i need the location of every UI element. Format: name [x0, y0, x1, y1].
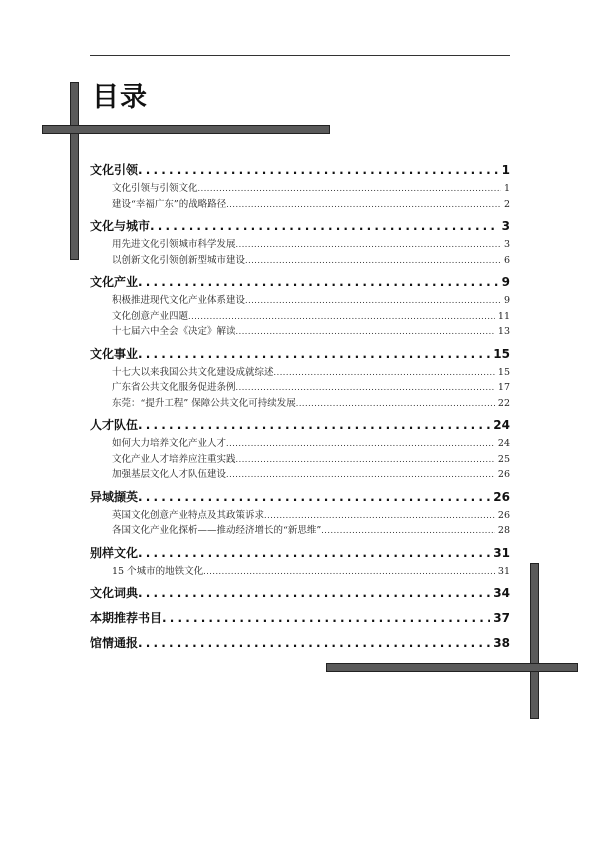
toc-chapter-entry[interactable]	[90, 272, 510, 293]
toc-article-label: 加强基层文化人才队伍建设	[112, 469, 227, 480]
toc-chapter-page: 34	[493, 586, 510, 600]
toc-article-page: 25	[497, 453, 510, 465]
dot-leader	[138, 272, 499, 293]
toc-article-label: 用先进文化引领城市科学发展	[112, 239, 236, 250]
toc-article-entry[interactable]	[90, 309, 510, 325]
toc-article-page: 31	[497, 565, 510, 577]
toc-chapter-page: 31	[493, 545, 510, 560]
toc-chapter-entry[interactable]	[90, 216, 510, 237]
toc-chapter-label: 别样文化	[90, 545, 139, 560]
dot-leader	[138, 633, 490, 654]
toc-chapter-page: 26	[493, 489, 510, 504]
toc-article-label: 以创新文化引领创新型城市建设	[112, 254, 246, 266]
toc-chapter-page: 37	[493, 611, 510, 625]
dot-leader	[321, 523, 495, 539]
table-of-contents	[90, 160, 510, 658]
toc-article-label: 英国文化创意产业特点及其政策诉求	[112, 509, 265, 521]
dot-leader	[264, 508, 495, 524]
dot-leader	[198, 181, 501, 197]
toc-article-label: 十七大以来我国公共文化建设成就综述	[112, 366, 274, 378]
toc-chapter-label: 文化引领	[90, 163, 139, 177]
dot-leader	[138, 583, 490, 604]
dot-leader	[138, 487, 490, 508]
toc-chapter-label: 文化词典	[90, 586, 139, 600]
toc-article-entry[interactable]	[90, 396, 510, 412]
toc-article-page: 26	[497, 509, 510, 521]
dot-leader	[236, 452, 495, 468]
toc-article-entry[interactable]	[90, 523, 510, 539]
toc-article-label: 文化产业人才培养应注重实践	[112, 453, 236, 465]
toc-article-page: 6	[503, 254, 510, 266]
toc-chapter-page: 9	[501, 275, 510, 289]
toc-article-label: 各国文化产业化探析——推动经济增长的“新思维”	[112, 525, 322, 536]
toc-article-entry[interactable]	[90, 467, 510, 483]
toc-article-entry[interactable]	[90, 365, 510, 381]
toc-article-page: 17	[497, 382, 510, 393]
toc-article-label: 东莞：“提升工程” 保障公共文化可持续发展	[112, 397, 296, 409]
dot-leader	[203, 564, 495, 580]
dot-leader	[138, 543, 490, 564]
toc-article-page: 28	[497, 525, 510, 536]
dot-leader	[226, 467, 495, 483]
toc-article-label: 广东省公共文化服务促进条例	[112, 382, 236, 393]
toc-article-entry[interactable]	[90, 293, 510, 309]
dot-leader	[274, 365, 495, 381]
dot-leader	[226, 197, 501, 213]
toc-article-entry[interactable]	[90, 508, 510, 524]
toc-chapter-entry[interactable]	[90, 608, 510, 629]
toc-article-entry[interactable]	[90, 253, 510, 269]
toc-section	[90, 608, 510, 629]
toc-chapter-entry[interactable]	[90, 633, 510, 654]
toc-section	[90, 272, 510, 340]
toc-chapter-page: 15	[493, 346, 510, 361]
toc-section	[90, 216, 510, 268]
toc-article-page: 24	[497, 438, 510, 449]
dot-leader	[236, 324, 495, 340]
toc-article-label: 15 个城市的地铁文化	[112, 565, 204, 577]
toc-chapter-entry[interactable]	[90, 487, 510, 508]
toc-chapter-entry[interactable]	[90, 415, 510, 436]
toc-chapter-label: 文化事业	[90, 346, 139, 361]
toc-chapter-page: 24	[493, 418, 510, 432]
toc-section	[90, 344, 510, 412]
dot-leader	[188, 309, 495, 325]
decor-bar-horizontal-bottom	[326, 663, 578, 672]
dot-leader	[245, 293, 501, 309]
decor-bar-horizontal-top	[42, 125, 330, 134]
toc-section	[90, 583, 510, 604]
toc-article-entry[interactable]	[90, 197, 510, 213]
toc-chapter-label: 馆情通报	[90, 636, 139, 650]
toc-article-page: 3	[503, 239, 510, 250]
toc-chapter-entry[interactable]	[90, 583, 510, 604]
decor-bar-vertical-bottom	[530, 563, 539, 719]
toc-chapter-entry[interactable]	[90, 344, 510, 365]
toc-chapter-page: 1	[501, 163, 510, 177]
toc-article-page: 22	[497, 397, 510, 409]
dot-leader	[138, 415, 490, 436]
toc-chapter-label: 本期推荐书目	[90, 611, 163, 625]
dot-leader	[236, 380, 495, 396]
toc-article-entry[interactable]	[90, 452, 510, 468]
toc-chapter-entry[interactable]	[90, 543, 510, 564]
toc-article-label: 积极推进现代文化产业体系建设	[112, 295, 246, 306]
dot-leader	[138, 160, 499, 181]
toc-section	[90, 160, 510, 212]
toc-section	[90, 487, 510, 539]
dot-leader	[245, 253, 501, 269]
dot-leader	[138, 344, 490, 365]
toc-article-label: 建设“幸福广东”的战略路径	[112, 198, 227, 210]
decor-bar-vertical-top	[70, 82, 79, 260]
dot-leader	[162, 608, 490, 629]
toc-article-page: 11	[497, 310, 510, 322]
toc-article-entry[interactable]	[90, 564, 510, 580]
toc-article-entry[interactable]	[90, 380, 510, 396]
toc-chapter-page: 3	[501, 219, 510, 233]
toc-article-page: 9	[503, 295, 510, 306]
dot-leader	[236, 237, 501, 253]
toc-article-entry[interactable]	[90, 436, 510, 452]
toc-chapter-label: 文化与城市	[90, 219, 151, 233]
dot-leader	[226, 436, 495, 452]
toc-section	[90, 415, 510, 483]
page-title: 目录	[92, 82, 148, 113]
toc-chapter-page: 38	[493, 636, 510, 650]
toc-article-entry[interactable]	[90, 237, 510, 253]
dot-leader	[150, 216, 499, 237]
toc-article-page: 13	[497, 326, 510, 337]
toc-article-page: 1	[503, 183, 510, 194]
toc-chapter-label: 人才队伍	[90, 418, 139, 432]
dot-leader	[296, 396, 495, 412]
toc-article-page: 26	[497, 469, 510, 480]
toc-article-page: 2	[503, 198, 510, 210]
toc-chapter-entry[interactable]	[90, 160, 510, 181]
toc-article-label: 如何大力培养文化产业人才	[112, 438, 227, 449]
toc-article-page: 15	[497, 366, 510, 378]
top-rule	[90, 55, 510, 56]
toc-article-label: 十七届六中全会《决定》解读	[112, 326, 236, 337]
toc-article-entry[interactable]	[90, 181, 510, 197]
toc-section	[90, 543, 510, 580]
toc-chapter-label: 文化产业	[90, 275, 139, 289]
toc-chapter-label: 异域撷英	[90, 489, 139, 504]
toc-section	[90, 633, 510, 654]
toc-article-label: 文化引领与引领文化	[112, 183, 198, 194]
toc-article-entry[interactable]	[90, 324, 510, 340]
toc-article-label: 文化创意产业四题	[112, 310, 189, 322]
